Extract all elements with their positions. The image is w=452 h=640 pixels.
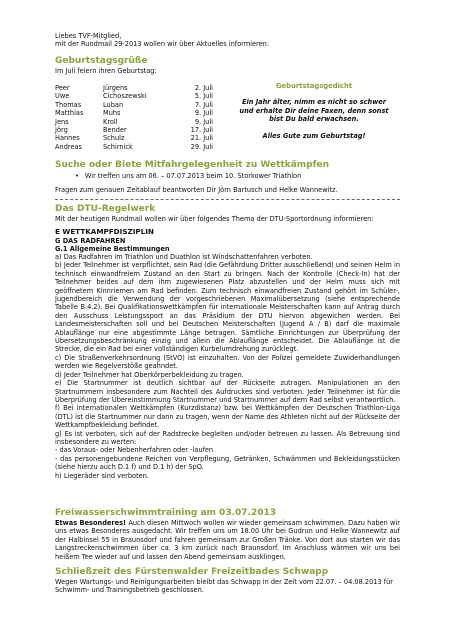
- birthday-row: [55, 143, 213, 151]
- poem-line: Ein Jahr älter, nimm es nicht so schwer: [241, 98, 387, 107]
- section-g-title: G DAS RADFAHREN: [55, 237, 126, 245]
- birthday-date: 29. Juli: [190, 142, 213, 151]
- birthday-date: 17. Juli: [190, 126, 213, 135]
- first-name: Andreas: [55, 142, 82, 151]
- last-name: Schirnick: [103, 142, 133, 151]
- swim-lead: Etwas Besonderes!: [55, 519, 127, 527]
- swim-text: Auch diesen Mittwoch wollen wir wieder gemeinsam schwimmen. Dazu haben wir uns etwas Besonderes ausgedacht. Wir treffen uns um 18.00 Uhr bei Gudrun und Helke Wannewitz auf der Halbinsel 55 in Braunsdorf und fahren gemeinsam zur Großen Tränke. Von dort aus starten wir das Langstreckenschwimmen über ca. 3 km zurück nach Braunsdorf. Im Anschluss wärmen wir uns bei heißem Tee wieder auf und lassen den Abend gemeinsam ausklingen.: [55, 519, 400, 561]
- birthday-list: [55, 84, 225, 151]
- rule-paragraph: g) Es ist verboten, sich auf der Radstrecke begleiten und/oder betreuen zu lassen. Als Betreuung sind insbesondere zu werten:: [55, 429, 400, 446]
- greeting-intro: mit der Rundmail 29-2013 wollen wir über Aktuelles informieren:: [55, 40, 270, 49]
- first-name: Jörg: [55, 126, 68, 135]
- last-name: Muhs: [103, 109, 121, 118]
- rule-paragraph: c) Die Straßenverkehrsordnung (StVO) ist einzuhalten. Von der Polizei gemeldete Zuwiderhandlungen werden wie Regelverstöße geahndet.: [55, 353, 400, 371]
- birthday-date: 9. Juli: [194, 117, 213, 126]
- birthday-table: [55, 84, 213, 151]
- closure-text: Wegen Wartungs- und Reinigungsarbeiten bleibt das Schwapp in der Zeit vom 22.07. – 04.08.2013 für Schwimm- und Trainingsbetrieb geschlossen.: [55, 578, 393, 595]
- regelwerk-intro: Mit der heutigen Rundmail wollen wir über folgendes Thema der DTU-Sportordnung informieren:: [55, 215, 374, 223]
- rule-paragraph: d) Jeder Teilnehmer hat Oberkörperbekleidung zu tragen.: [55, 370, 244, 379]
- section-g1-title: G.1 Allgemeine Bestimmungen: [55, 245, 170, 253]
- swim-heading: Freiwasserschwimmtraining am 03.07.2013: [55, 508, 276, 518]
- first-name: Uwe: [55, 92, 70, 101]
- regelwerk-heading: Das DTU-Regelwerk: [55, 204, 156, 214]
- birthday-date: 5. Juli: [194, 92, 213, 101]
- rule-paragraph: f) Bei internationalen Wettkämpfen (Kurzdistanz) bzw. bei Wettkämpfen der Deutschen Triathlon-Liga (DTL) ist die Startnummer nur dann zu tragen, wenn der Name des Athleten nicht auf der Rückseite der Wettkampfbekleidung befindet.: [55, 404, 400, 430]
- rule-paragraph: a) Das Radfahren im Triathlon und Duathlon ist Windschattenfahren verboten.: [55, 253, 313, 261]
- birthday-date: 21. Juli: [190, 134, 213, 143]
- birthday-date: 9. Juli: [194, 109, 213, 118]
- offers-text: Fragen zum genauen Zeitablauf beantworten Dir Jörn Bartusch und Helke Wannewitz.: [55, 186, 338, 194]
- last-name: Schulz: [103, 134, 125, 143]
- birthday-poem: [228, 82, 400, 140]
- first-name: Hannes: [55, 134, 80, 143]
- last-name: Bender: [103, 126, 127, 135]
- rule-paragraph: b) Jeder Teilnehmer ist verpflichtet, sein Rad (die Gefährdung Dritter ausschließend) und seinen Helm in technisch einwandfreiem Zustand an den Start zu bringen. Nach der Kontrolle (Check-In) hat der Teilnehmer beides auf dem ihm zugewiesenen Platz abzustellen und der Helm muss sich mit geöffnetem Kinnriemen am Rad befinden. Zum technisch einwandfreien Zustand gehört im Schüler-, Jugendbereich die Verwendung der vorgeschriebenen Maximalübersetzung (siehe entsprechende Tabelle B.4.2). Bei Qualifikationswettkämpfen für internationale Meisterschaften kann auf Antrag durch den Ausschuss Leistungssport an das Präsidium der DTU hiervon abgewichen werden. Bei Landesmeisterschaften soll und bei Deutschen Meisterschaften (Jugend A / B) darf die maximale Ablauflänge nur eine abgestimmte Länge betragen. Sämtliche Einrichtungen zur Überprüfung der Übersetzungsbeschränkung einzig und allein die Ablauflänge entscheidet. Die Ablauflänge ist die Strecke, die ein Rad bei einer vollständigen Kurbelumdrehung zurücklegt.: [55, 261, 400, 354]
- birthday-row: [55, 101, 213, 109]
- offers-heading: Suche oder Biete Mitfahrgelegenheit zu Wettkämpfen: [55, 160, 330, 170]
- first-name: Jens: [55, 117, 69, 126]
- closure-heading: Schließzeit des Fürstenwalder Freizeitbades Schwapp: [55, 567, 329, 577]
- rules-body: [55, 253, 400, 503]
- poem-line: [228, 124, 400, 132]
- birthday-subheading: Im Juli feiern ihren Geburtstag:: [55, 67, 157, 75]
- birthday-row: [55, 118, 213, 126]
- birthday-heading: Geburtstagsgrüße: [55, 56, 148, 66]
- last-name: Luban: [103, 100, 124, 109]
- section-e-title: E WETTKAMPFDISZIPLIN: [55, 227, 154, 236]
- birthday-date: 2. Juli: [194, 84, 213, 92]
- last-name: Kroll: [103, 117, 118, 126]
- first-name: Thomas: [55, 100, 82, 109]
- poem-line: bist Du bald erwachsen.: [269, 115, 359, 124]
- birthday-row: [55, 134, 213, 142]
- offers-bullet: • Wir treffen uns am 06. – 07.07.2013 beim 10. Storkower Triathlon: [55, 172, 430, 180]
- birthday-row: [55, 126, 213, 134]
- divider: [55, 199, 400, 200]
- poem-title: Geburtstagsgedicht: [275, 82, 353, 90]
- rule-paragraph: - das Voraus- oder Nebenherfahren oder -laufen: [55, 446, 214, 455]
- birthday-date: 7. Juli: [194, 100, 213, 109]
- rule-paragraph: e) Die Startnummer ist deutlich sichtbar auf der Rückseite zutragen. Manipulationen an den Startnummern insbesondere zum Nachteil des Aufdruckes sind verboten. Jeder Teilnehmer ist für die Überprüfung der Übereinstimmung Startnummer und Startnummer auf dem Rad selbst verantwortlich.: [55, 379, 400, 404]
- last-name: Cichoszewski: [103, 92, 147, 101]
- last-name: Jürgens: [103, 84, 128, 92]
- poem-line: und erhalte Dir deine Faxen, denn sonst: [239, 106, 389, 115]
- first-name: Matthias: [55, 109, 84, 118]
- first-name: Peer: [55, 84, 70, 92]
- greeting: [55, 32, 400, 49]
- swim-body: [55, 519, 400, 561]
- greeting-line: Liebes TVF-Mitglied,: [55, 32, 122, 40]
- birthday-row: [55, 109, 213, 117]
- poem-text: [228, 98, 400, 140]
- rule-paragraph: - das personengebundene Reichen von Verpflegung, Getränken, Schwämmen und Bekleidungsstücken (siehe hierzu auch D.1 f) und D.1 h) der SpO.: [55, 454, 400, 472]
- poem-line: Alles Gute zum Geburtstag!: [262, 132, 366, 141]
- rule-paragraph: h) Liegeräder sind verboten.: [55, 471, 149, 480]
- birthday-row: [55, 92, 213, 100]
- birthday-row: [55, 84, 213, 92]
